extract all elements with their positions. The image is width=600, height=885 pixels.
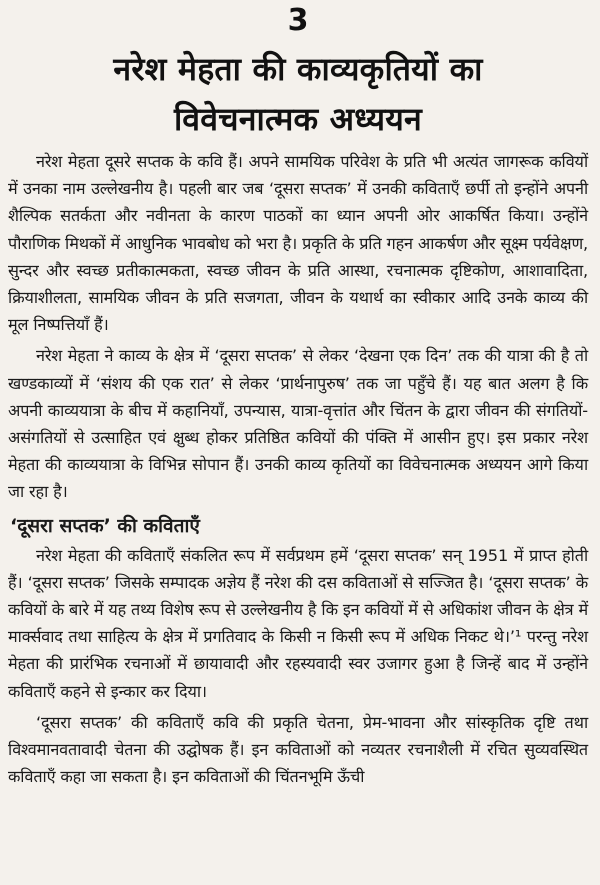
- section-paragraph-1: नरेश मेहता की कविताएँ संकलित रूप में सर्वप्रथम हमें ‘दूसरा सप्तक’ सन् 1951 में प्राप्त होती हैं। ‘दूसरा सप्तक’ जिसके सम्पादक अज्ञेय हैं नरेश की दस कविताओं से सज्जित है। ‘दूसरा सप्तक’ के कवियों के बारे में यह तथ्य विशेष रूप से उल्लेखनीय है कि इन कवियों में से अधिकांश जीवन के क्षेत्र में मार्क्सवाद तथा साहित्य के क्षेत्र में प्रगतिवाद के किसी न किसी रूप में अधिक निकट थे।’¹ परन्तु नरेश मेहता की प्रारंभिक रचनाओं में छायावादी और रहस्यवादी स्वर उजागर हुआ है जिन्हें बाद में उन्होंने कविताएँ कहने से इन्कार कर दिया।: [8, 545, 588, 701]
- intro-paragraph-1: नरेश मेहता दूसरे सप्तक के कवि हैं। अपने सामयिक परिवेश के प्रति भी अत्यंत जागरूक कवियों में उनका नाम उल्लेखनीय है। पहली बार जब ‘दूसरा सप्तक’ में उनकी कविताएँ छर्पी तो इन्होंने अपनी शैल्पिक सतर्कता और नवीनता के कारण पाठकों का ध्यान अपनी ओर आकर्षित किया। उन्होंने पौराणिक मिथकों में आधुनिक भावबोध को भरा है। प्रकृति के प्रति गहन आकर्षण और सूक्ष्म पर्यवेक्षण, सुन्दर और स्वच्छ प्रतीकात्मकता, स्वच्छ जीवन के प्रति आस्था, रचनात्मक दृष्टिकोण, आशावादिता, क्रियाशीलता, सामयिक जीवन के प्रति सजगता, जीवन के यथार्थ का स्वीकार आदि उनके काव्य की मूल निष्पत्तियाँ हैं।: [8, 152, 588, 335]
- intro-paragraph-2: नरेश मेहता ने काव्य के क्षेत्र में ‘दूसरा सप्तक’ से लेकर ‘देखना एक दिन’ तक की यात्रा की है तो खण्डकाव्यों में ‘संशय की एक रात’ से लेकर ‘प्रार्थनापुरुष’ तक जा पहुँचे हैं। यह बात अलग है कि अपनी काव्ययात्रा के बीच में कहानियाँ, उपन्यास, यात्रा-वृत्तांत और चिंतन के द्वारा जीवन की संगतियों-असंगतियों से उत्साहित एवं क्षुब्ध होकर प्रतिष्ठित कवियों की पंक्ति में आसीन हुए। इस प्रकार नरेश मेहता की काव्ययात्रा के विभिन्न सोपान हैं। उनकी काव्य कृतियों का विवेचनात्मक अध्ययन आगे किया जा रहा है।: [8, 346, 588, 502]
- section-heading: ‘दूसरा सप्तक’ की कविताएँ: [10, 514, 200, 537]
- chapter-title-line-2: विवेचनात्मक अध्ययन: [173, 100, 423, 138]
- section-paragraph-2: ‘दूसरा सप्तक’ की कविताएँ कवि की प्रकृति चेतना, प्रेम-भावना और सांस्कृतिक दृष्टि तथा विश्वमानवतावादी चेतना की उद्घोषक हैं। इन कविताओं को नव्यतर रचनाशैली में रचित सुव्यवस्थित कविताएँ कहा जा सकता है। इन कविताओं की चिंतनभूमि ऊँची: [8, 712, 588, 787]
- chapter-title-line-1: नरेश मेहता की काव्यकृतियों का: [113, 50, 483, 88]
- chapter-number: 3: [287, 3, 309, 38]
- chapter-title: [8, 44, 588, 144]
